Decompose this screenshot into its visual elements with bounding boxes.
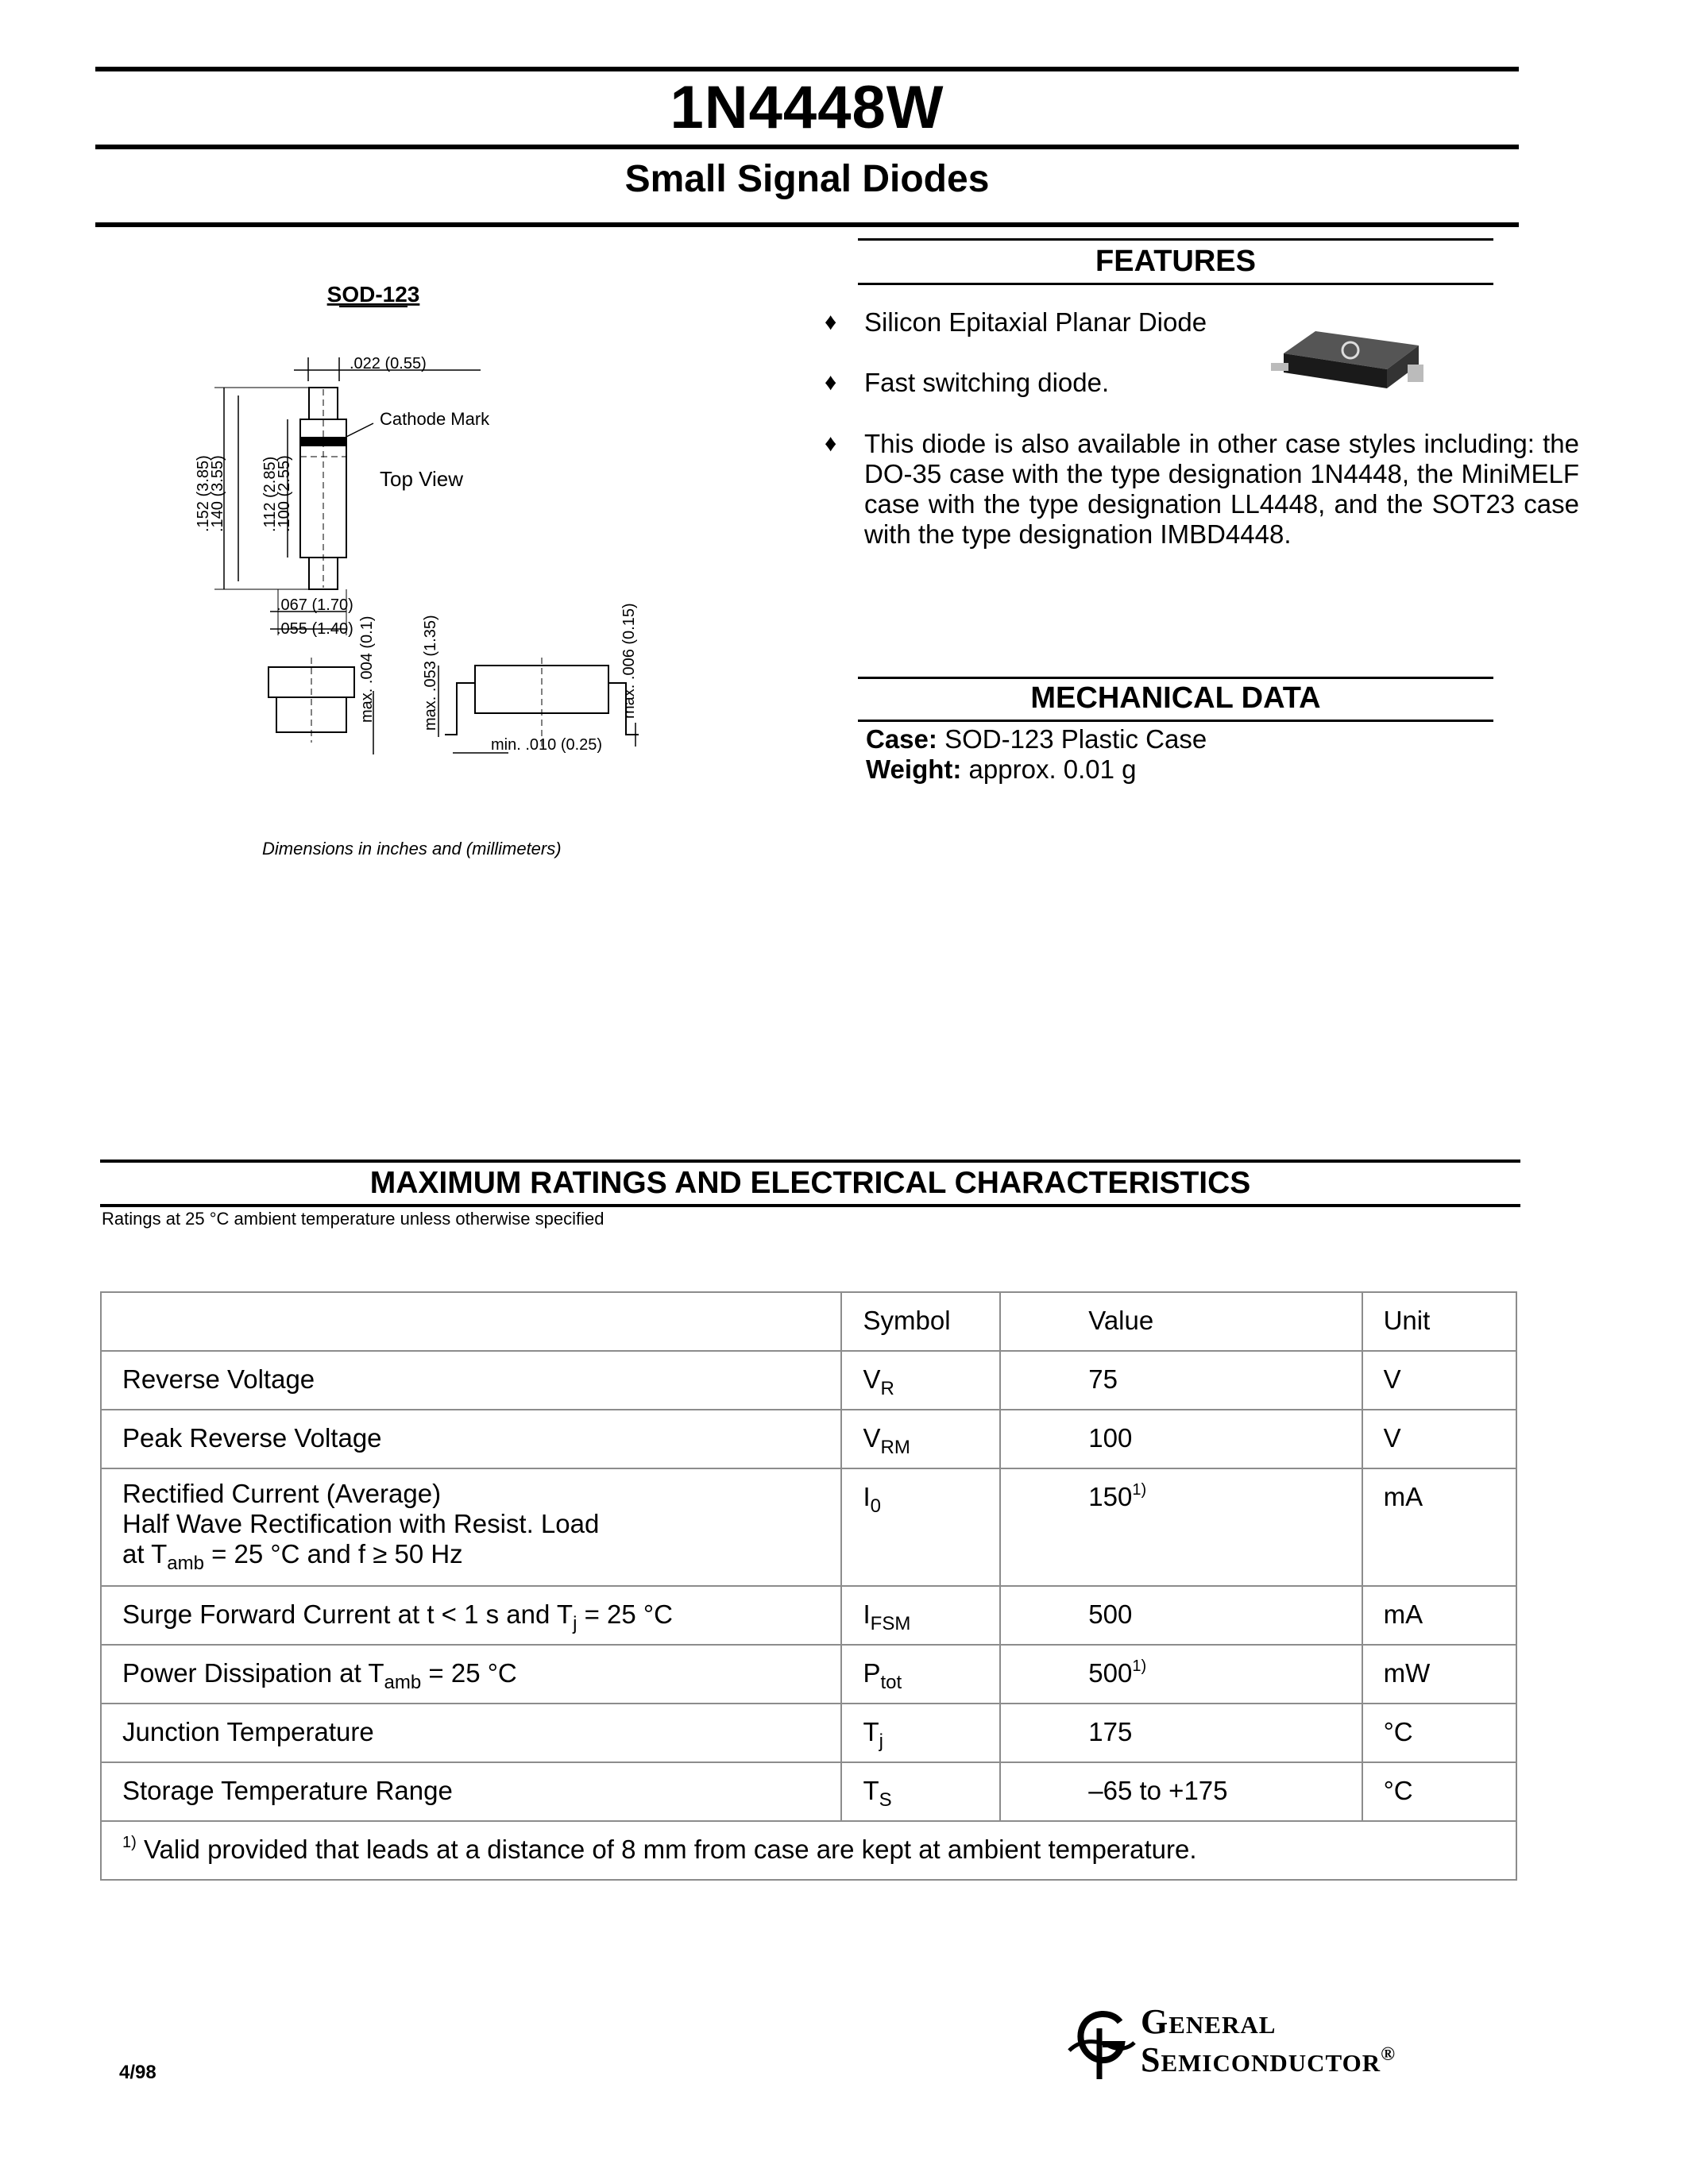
- unit-cell: mA: [1362, 1468, 1516, 1586]
- body-width-min-label: .055 (1.40): [276, 620, 353, 638]
- diode-package-image: [1268, 322, 1427, 398]
- total-length-min-label: .140 (3.55): [209, 455, 226, 532]
- weight-value: approx. 0.01 g: [968, 754, 1137, 784]
- value-cell: –65 to +175: [1000, 1762, 1362, 1821]
- mechanical-case: [866, 724, 1207, 754]
- unit-cell: mA: [1362, 1586, 1516, 1645]
- header-cell-value: Value: [1000, 1292, 1362, 1351]
- header-cell-unit: Unit: [1362, 1292, 1516, 1351]
- value-cell: 500$^{1)}$: [1000, 1645, 1362, 1704]
- sod123-outline-svg: [183, 278, 659, 794]
- company-logo: [1064, 2000, 1477, 2087]
- gs-logo-icon: [1064, 2000, 1136, 2087]
- body-width-max-label: .067 (1.70): [276, 596, 353, 614]
- diamond-bullet-icon: ♦: [825, 309, 837, 335]
- param-cell: Surge Forward Current at t < 1 s and $T_j = 25$ °C: [101, 1586, 841, 1645]
- diamond-bullet-icon: ♦: [825, 369, 837, 396]
- symbol-cell: $V_R$: [841, 1351, 1000, 1410]
- param-cell: Peak Reverse Voltage: [101, 1410, 841, 1468]
- ratings-rule-top: [100, 1160, 1520, 1163]
- weight-label: Weight:: [866, 754, 962, 784]
- header-cell-parameter: [101, 1292, 841, 1351]
- package-name-label: SOD-123: [326, 282, 420, 307]
- body-length-min-label: .100 (2.55): [276, 455, 293, 532]
- table-footnote-row: [101, 1821, 1516, 1880]
- unit-cell: °C: [1362, 1762, 1516, 1821]
- table-row: [101, 1351, 1516, 1410]
- company-name-line2: Semiconductor®: [1141, 2040, 1396, 2079]
- table-row: [101, 1762, 1516, 1821]
- lead-width-dim-label: .022 (0.55): [350, 355, 427, 372]
- company-name-line1: General: [1141, 2002, 1277, 2041]
- param-cell: Reverse Voltage: [101, 1351, 841, 1410]
- header-rule-bottom: [95, 222, 1519, 227]
- value-cell: 150$^{1)}$: [1000, 1468, 1362, 1586]
- table-header-row: [101, 1292, 1516, 1351]
- ratings-table: [100, 1291, 1517, 1881]
- symbol-cell: $P_{tot}$: [841, 1645, 1000, 1704]
- header-cell-symbol: Symbol: [841, 1292, 1000, 1351]
- unit-cell: V: [1362, 1410, 1516, 1468]
- cathode-mark-label: Cathode Mark: [380, 409, 490, 429]
- case-value: SOD-123 Plastic Case: [944, 724, 1207, 754]
- ratings-rule-bottom: [100, 1204, 1520, 1207]
- features-rule-bottom: [858, 283, 1493, 285]
- case-label: Case:: [866, 724, 937, 754]
- feature-text: This diode is also available in other case styles including: the DO-35 case with the type designation 1N4448, the MiniMELF case with the type designation LL4448, and the SOT23 case with the type designation IMBD4448.: [864, 429, 1579, 549]
- lead-length-label: min. .010 (0.25): [491, 736, 603, 754]
- feature-text: Fast switching diode.: [864, 368, 1110, 397]
- table-row: [101, 1468, 1516, 1586]
- unit-cell: °C: [1362, 1704, 1516, 1762]
- ratings-note: Ratings at 25 °C ambient temperature unless otherwise specified: [102, 1209, 605, 1229]
- symbol-cell: $I_{FSM}$: [841, 1586, 1000, 1645]
- table-row: [101, 1586, 1516, 1645]
- symbol-cell: $V_{RM}$: [841, 1410, 1000, 1468]
- mechanical-weight: [866, 754, 1137, 785]
- page-subtitle: Small Signal Diodes: [624, 158, 990, 200]
- part-number-title: 1N4448W: [670, 74, 944, 141]
- dimensions-caption: Dimensions in inches and (millimeters): [262, 839, 562, 859]
- value-cell: 500: [1000, 1586, 1362, 1645]
- body-length-max-label: .112 (2.85): [261, 456, 279, 532]
- unit-cell: V: [1362, 1351, 1516, 1410]
- table-row: [101, 1410, 1516, 1468]
- mechanical-heading: MECHANICAL DATA: [1030, 681, 1321, 715]
- top-view-label: Top View: [380, 467, 464, 491]
- lead-thickness-label: max. .006 (0.15): [620, 603, 638, 719]
- height-dim-label: max. .053 (1.35): [422, 615, 439, 731]
- diamond-bullet-icon: ♦: [825, 430, 837, 457]
- param-cell: Rectified Current (Average) Half Wave Rectification with Resist. Load at $T_{amb} = 25$ °C and f ≥ 50 Hz: [101, 1468, 841, 1586]
- unit-cell: mW: [1362, 1645, 1516, 1704]
- total-length-max-label: .152 (3.85): [195, 455, 212, 532]
- param-cell: Power Dissipation at $T_{amb} = 25$ °C: [101, 1645, 841, 1704]
- feature-text: Silicon Epitaxial Planar Diode: [864, 307, 1207, 337]
- header-rule-top: [95, 67, 1519, 71]
- registered-mark: ®: [1381, 2044, 1396, 2065]
- symbol-cell: $I_0$: [841, 1468, 1000, 1586]
- date-code: 4/98: [119, 2062, 156, 2083]
- symbol-cell: $T_S$: [841, 1762, 1000, 1821]
- bottom-lead: [309, 558, 338, 589]
- value-cell: 100: [1000, 1410, 1362, 1468]
- package-drawing: [183, 278, 659, 794]
- features-heading: FEATURES: [1095, 245, 1256, 278]
- lead-offset-label: max. .004 (0.1): [358, 615, 376, 723]
- param-cell: Storage Temperature Range: [101, 1762, 841, 1821]
- table-row: [101, 1645, 1516, 1704]
- ratings-heading: MAXIMUM RATINGS AND ELECTRICAL CHARACTERISTICS: [369, 1166, 1251, 1200]
- side-view-2-left-lead: [445, 683, 475, 735]
- symbol-cell: $T_j$: [841, 1704, 1000, 1762]
- mechanical-rule-top: [858, 677, 1493, 679]
- param-cell: Junction Temperature: [101, 1704, 841, 1762]
- footnote-cell: $^{1)}$ Valid provided that leads at a distance of 8 mm from case are kept at ambient temperature.: [101, 1821, 1516, 1880]
- mechanical-rule-bottom: [858, 720, 1493, 722]
- table-row: [101, 1704, 1516, 1762]
- value-cell: 75: [1000, 1351, 1362, 1410]
- header-rule-middle: [95, 145, 1519, 149]
- value-cell: 175: [1000, 1704, 1362, 1762]
- features-rule-top: [858, 238, 1493, 241]
